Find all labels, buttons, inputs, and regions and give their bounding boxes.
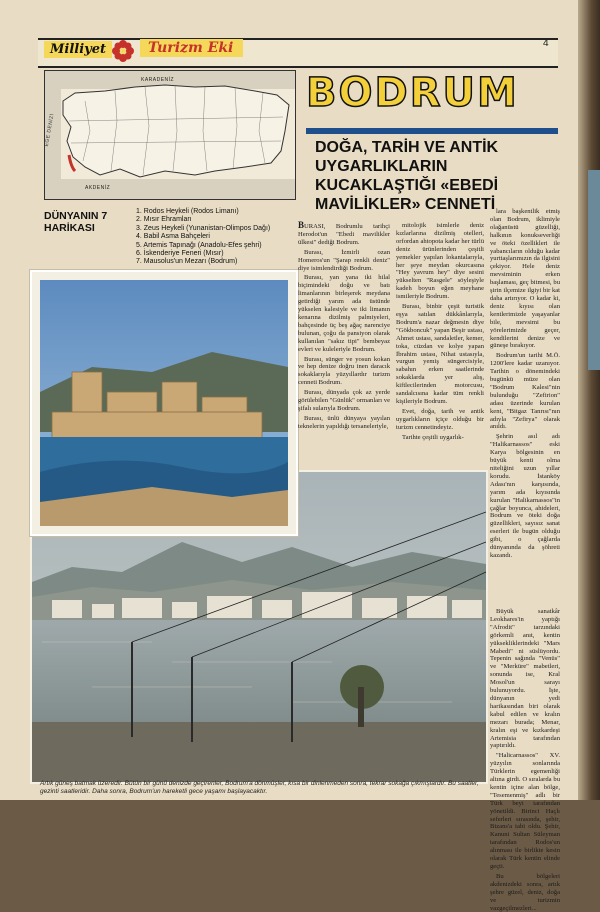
paragraph: lara başkentlik etmiş olan Bodrum, iklimiyle olağanüstü güzelliği, halkının konukseverliği ve öteki özellikleri ile yabancıların olduğu kadar yurttaşlarımızın da ilgisini çekiyor. Hele deniz mevsiminin erken başlaması, geç bitmesi, bu şirin ilçemize ilgiyi bir kat daha artırıyor. O kadar ki, deniz kıyısı olan kentlerimizde yaşayanlar bile, mevsimi bu yörelerimizde geçer, kendilerini denize ve güneşe bırakıyor. (490, 208, 560, 350)
paragraph: Burası, dünyada çok az yerde görülebilen "Günlük" ormanları ve şifalı sularıyla Bodrum. (298, 389, 390, 412)
article-title-wrap (306, 64, 558, 128)
flower-logo-icon (110, 38, 136, 64)
page-spine (578, 0, 600, 800)
wonders-list (136, 208, 296, 267)
paragraph: Burası, yan yana iki hilal biçimindeki doğu ve batı limanlarının birleşerek meydana getirdiği yarım ada üstünde yükselen kalesiyle ve iki limanın kenarına dizilmiş palmiyeleri, bahçesinde üç beş ağaç narenciye bulunan, çoğu da pansiyon olarak kullanılan "sakız tipi" bembeyaz evleri ve kuleleriyle Bodrum. (298, 274, 390, 353)
map-label-south: AKDENİZ (85, 185, 111, 191)
list-item: 7. Mausolus'un Mezarı (Bodrum) (136, 258, 238, 266)
map-label-north: KARADENİZ (141, 77, 175, 83)
paragraph: Tarihte çeşitli uygarlık- (402, 433, 464, 441)
list-item: 4. Babil Asma Bahçeleri (136, 233, 210, 241)
paragraph: mitolojik isimlerle deniz kızlarlarına dizilmiş otelleri, orfordan ahtopota kadar her türlü deniz ürünlerinden çeşitli yemekler yapılan lokantalarıyla, her şeye meydan okurcasına "Hey yavrum hey" diye sesini yükselten "Rasgele" söyleşiyle kadeh boyun eğen meyhane ismileriyle Bodrum. (396, 222, 484, 301)
paragraph: "Halicarnassos" XV. yüzyılın sonlarında Türklerin egemenliği altına girdi. O sıralarda bu kentin içine alan bölge, "Tesemenmiş" adlı bir Türk beyi tarafından yönetildi. Birinci Haçlı seferleri sırasında, şehir, Bizans'a tabi oldu. Şehir, Kanuni Sultan Süleyman tarafından Rodos'un alınması ile birlikte kesin olarak Türk kentin elinde geçti. (490, 752, 560, 870)
list-item: 6. İskenderiye Feneri (Mısır) (136, 250, 224, 258)
turkey-map (44, 70, 296, 200)
list-item: 1. Rodos Heykeli (Rodos Limanı) (136, 208, 239, 215)
article-subtitle: DOĞA, TARİH VE ANTİK UYGARLIKLARIN KUCAKLAŞTIĞI «EBEDİ MAVİLİKLER» CENNETİ (315, 139, 499, 213)
article-column-1 (298, 222, 390, 478)
page-number: 4 (543, 38, 549, 49)
section-name: Turizm Eki (140, 39, 243, 57)
paragraph: Büyük sanatkâr Leokhares'in yaptığı "Afrodit" tarzındaki görkemli anıt, kentin yüksekliklerindeki "Mars Mabedi" ni süslüyordu. Tepenin sağında "Venüs" ve "Merküre" mabetleri, sonunda ise, Kral Mosol'un sarayı bulunuyordu. İşte, dünyanın yedi harikasından biri olarak kabul edilen ve kralın mezarı burada; Menar, kralın eşi ve kızkardeşi Artemisia tarafından yaptırıldı. (490, 608, 560, 750)
photo-caption: Artık güneş batmak üzeredir. Bütün bir günü denizde geçirenler, Bodrum'a dönmüşler, kısa bir dinlenmeden sonra, tekrar sokağa çıkmışlardır. Bu saatler, gezinti saatleridir. Daha sonra, Bodrum'un hareketli gece yaşamı başlayacaktır. (40, 780, 479, 795)
paragraph: URASI, Bodrumlu tarihçi Herodot'un "Ebedi mavilikler ülkesi" dediği Bodrum. (298, 223, 390, 246)
article-column-3 (490, 208, 560, 608)
paragraph: Burası, ünlü dünyaya yayılan teknelerin yapıldığı tersaneleriyle, (298, 414, 390, 430)
article-column-2 (396, 222, 484, 478)
article-column-4 (490, 608, 560, 912)
list-item: 5. Artemis Tapınağı (Anadolu-Efes şehri) (136, 241, 262, 249)
paragraph: Bodrum'un tarihi M.Ö. 1200'lere kadar uzanıyor. Tarihin o dönemindeki bugünkü müze olan "Bodrum Kalesi"nin bulunduğu "Zefirion" adası üzerinde kurulan kent, "Bitgaz Tanrısı"nın adıyla "Zefirya" olarak anıldı. (490, 352, 560, 431)
dropcap: B (298, 220, 305, 230)
next-page-edge (588, 170, 600, 370)
paragraph: Burası, İzmirli ozan Homeros'un "Şarap renkli deniz" diye isimlendirdiği Bodrum. (298, 248, 390, 272)
paragraph: Burası, binbir çeşit turistik eşya satılan dükkânlarıyla, Bodrum'a nazar değmesin diye "Gökboncuk" yapan Beşir ustası, Ahmet ustası, sandaletler, kemer, toka, cüzdan ve kolye yapan İbrahim ustası, Nihat ustasıyla, vurgun yemiş süngercisiyle, sabahın erken saatlerinde sokaklarda yer alış, kiftlecilerinden motorcusu, sandalcısına kadar tüm renkli kişileriyle Bodrum. (396, 303, 484, 405)
turkey-map-illustration (45, 71, 295, 199)
paragraph: Evet, doğa, tarih ve antik uygarlıkların içiçe olduğu bir turizm cennetindeyiz. (396, 407, 484, 431)
paragraph: Burası, sünger ve yosun kokan ve hep denize doğru inen daracık sokaklarıyla yüzyıllardır turizm cenneti Bodrum. (298, 355, 390, 387)
brand-name: Milliyet (44, 41, 112, 58)
paragraph: Şehrin asıl adı "Halikarnassos" eski Karya bölgesinin en büyük kenti olma niteliğini uzun yıllar korudu. İstanköy Adası'nın karşısında, yarım ada kıyısında kurulan "Halikarnassos"in çağlar boyunca, ahideleri, Bodrum ve öteki doğa güzellikleri, sayısız sanat eserleri ile bugün olduğu gibi, o çağlarda dünyanında da şöhreti kazandı. (490, 433, 560, 559)
map-label-west: EGE DENİZİ (43, 113, 56, 147)
list-item: 3. Zeus Heykeli (Yunanistan-Olimpos Dağı) (136, 224, 271, 232)
paragraph: Bu bölgeleri akdenizdeki sonra, artık şehre güzel, deniz, doğa ve turizmin vazgeçilmezleri... (490, 872, 560, 912)
article-title: BODRUM (306, 70, 519, 116)
wonders-heading: DÜNYANIN 7 HARİKASI (44, 210, 108, 234)
title-rule (306, 128, 558, 134)
list-item: 2. Mısır Ehramları (136, 216, 192, 224)
castle-photo (30, 270, 298, 536)
